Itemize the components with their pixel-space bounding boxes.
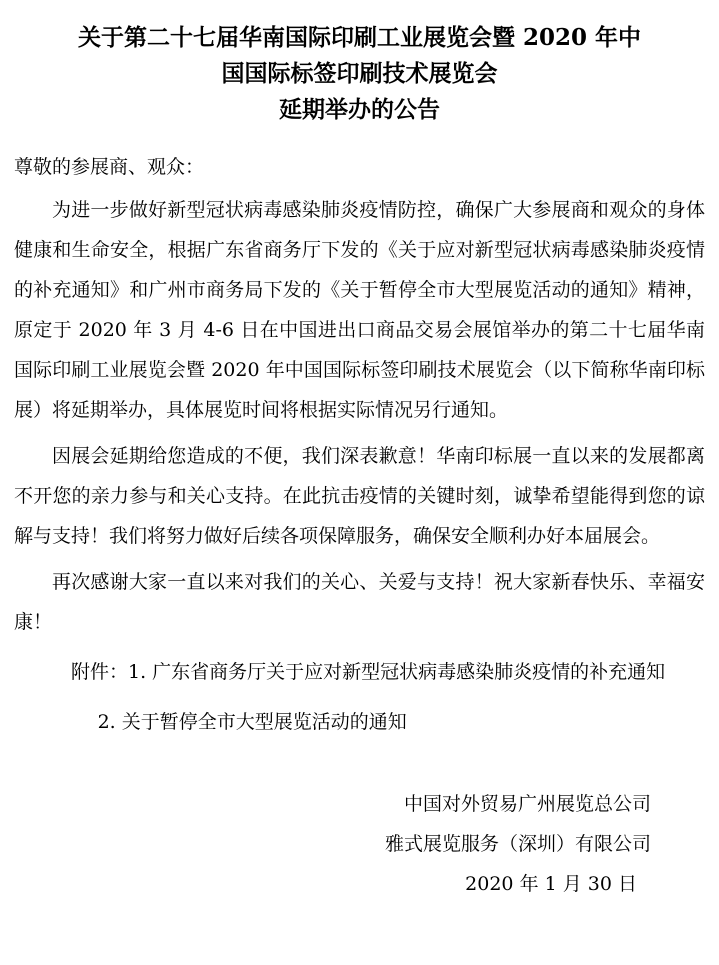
signature-org-1: 中国对外贸易广州展览总公司 [403, 793, 651, 815]
signature-org-2: 雅式展览服务（深圳）有限公司 [384, 833, 651, 855]
body-paragraph-2: 因展会延期给您造成的不便，我们深表歉意！华南印标展一直以来的发展都离不开您的亲力参与和关心支持。在此抗击疫情的关键时刻，诚挚希望能得到您的谅解与支持！我们将努力做好后续各项保障服务，确保安全顺利办好本届展会。 [14, 445, 705, 547]
signature-block [14, 784, 705, 904]
attachment-item-1: 附件：1. 广东省商务厅关于应对新型冠状病毒感染肺炎疫情的补充通知 [71, 661, 666, 683]
body-paragraph-3: 再次感谢大家一直以来对我们的关心、关爱与支持！祝大家新春快乐、幸福安康！ [14, 571, 705, 633]
page-title [28, 20, 691, 128]
signature-date: 2020 年 1 月 30 日 [465, 873, 637, 895]
attachment-item-2: 2. 关于暂停全市大型展览活动的通知 [97, 711, 407, 733]
title-line-3: 延期举办的公告 [279, 96, 440, 123]
salutation: 尊敬的参展商、观众： [14, 156, 205, 178]
body-paragraph-1: 为进一步做好新型冠状病毒感染肺炎疫情防控，确保广大参展商和观众的身体健康和生命安全，根据广东省商务厅下发的《关于应对新型冠状病毒感染肺炎疫情的补充通知》和广州市商务局下发的《关于暂停全市大型展览活动的通知》精神，原定于 2020 年 3 月 4-6 日在中国进出口商品交易会展馆举办的第二十七届华南国际印刷工业展览会暨 2020 年中国国际标签印刷技术展览会（以下简称华南印标展）将延期举办，具体展览时间将根据实际情况另行通知。 [14, 199, 705, 421]
title-line-1: 关于第二十七届华南国际印刷工业展览会暨 2020 年中 [77, 24, 642, 51]
title-line-2: 国国际标签印刷技术展览会 [221, 60, 498, 87]
